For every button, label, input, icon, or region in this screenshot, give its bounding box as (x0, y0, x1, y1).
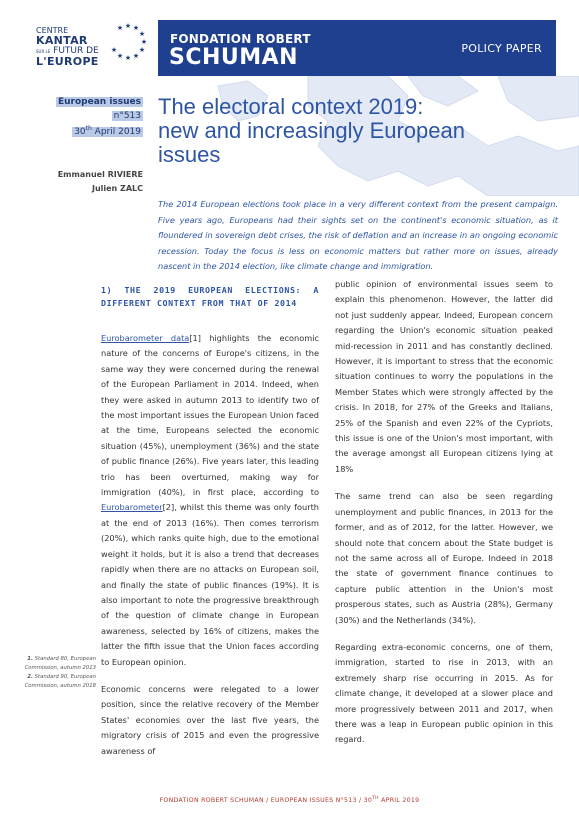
text-column-left (101, 284, 319, 771)
kantar-logo-line: FUTUR DE (53, 46, 99, 56)
section-heading: 1) THE 2019 EUROPEAN ELECTIONS: A DIFFERENT CONTEXT FROM THAT OF 2014 (101, 285, 319, 308)
paragraph-text: [1] highlights the economic nature of the concerns of Europe's citizens, in the same way they were concerned during the renewal of the European Parliament in 2014. Indeed, when they were asked in autumn 2013 to identify two of the most important issues the European Union faced at the time, Europeans selected the economic situation (45%), unemployment (36%) and the state of public finance (26%). Five years later, this leading trio has been overturned, making way for immigration (40%), in first place, according to (101, 333, 319, 498)
author-name: Julien ZALC (91, 184, 143, 193)
svg-text:★: ★ (110, 46, 118, 54)
issue-series: European issues (57, 97, 141, 107)
svg-text:★: ★ (140, 38, 148, 46)
footnote (18, 673, 96, 691)
svg-text:★: ★ (124, 22, 132, 30)
svg-text:★: ★ (124, 54, 132, 62)
footnote-number: 1. (27, 656, 33, 662)
issue-number: n°513 (113, 111, 141, 121)
intro-paragraph: The 2014 European elections took place in a very different context from the present campaign. Five years ago, Europeans had their sights set on the continent's economic situation, as it floundered in sovereign debt crises, the risk of deflation and an increase in an ongoing economic recession. Today the focus is less on economic matters but rather more on issues, already nascent in the 2014 election, like climate change and immigration. (158, 199, 558, 271)
footer-date-suffix: TH (372, 796, 379, 801)
footnote-number: 2. (27, 674, 33, 680)
title-line: The electoral context 2019: (158, 94, 424, 119)
svg-text:★: ★ (116, 52, 124, 60)
svg-text:★: ★ (116, 24, 124, 32)
issue-date-rest: April 2019 (91, 127, 141, 137)
title-line: new and increasingly European (158, 118, 465, 143)
paragraph (101, 331, 319, 670)
footnote-text: Standard 90, European Commission, autumn 2018 (24, 674, 96, 689)
kantar-logo-line: CENTRE (36, 26, 69, 35)
page-footer (0, 796, 579, 804)
paragraph: Regarding extra-economic concerns, one of them, immigration, started to rise in 2013, with an extremely sharp rise occurring in 2015. As for climate change, it developed at a slower place and more progressively between 2011 and 2017, when there was a leap in European public opinion in this regard. (335, 641, 553, 745)
eu-stars-icon (106, 20, 150, 64)
paragraph: The same trend can also be seen regarding unemployment and public finances, in 2013 for the former, and as of 2012, for the latter. However, we should note that concern about the State budget is not the same across all of Europe. Indeed in 2018 the state of government finance continues to capture public attention in the Union's most prosperous states, such as Austria (28%), Germany (30%) and the Netherlands (34%). (335, 491, 553, 625)
eurobarometer-link[interactable]: Eurobarometer (101, 502, 163, 513)
paragraph: Economic concerns were relegated to a lower position, since the relative recovery of the Member States' economies over the last five years, the migratory crisis of 2015 and even the progressive awareness of (101, 683, 319, 756)
issue-date-suffix: th (85, 125, 92, 132)
issue-date (40, 125, 143, 137)
paragraph-text: [2], whilst this theme was only fourth at the end of 2013 (16%). Then comes terrorism (20%), which ranks quite high, due to the emotional weight it holds, but it is also a trend that decreases rapidly when there are no attacks on European soil, and finally the state of public finances (19%). It is also important to note the progressive breakthrough of the question of climate change in European awareness, selected by 16% of citizens, makes the latter the fifth issue that the Union faces according to European opinion. (101, 502, 319, 667)
page-title (158, 95, 568, 167)
svg-text:★: ★ (132, 52, 140, 60)
brand-name-line1: FONDATION ROBERT (170, 32, 311, 46)
issue-date-day: 30 (74, 127, 86, 137)
document-type: POLICY PAPER (461, 42, 542, 55)
kantar-logo-line: SUR LE (36, 49, 51, 54)
footnote (18, 655, 96, 673)
svg-text:★: ★ (138, 46, 146, 54)
svg-text:★: ★ (132, 24, 140, 32)
svg-text:★: ★ (138, 30, 146, 38)
title-line: issues (158, 142, 221, 167)
eurobarometer-data-link[interactable]: Eurobarometer data (101, 333, 190, 343)
footer-text: FONDATION ROBERT SCHUMAN / EUROPEAN ISSUES N°513 / 30 (159, 797, 373, 805)
brand-name-line2: SCHUMAN (169, 45, 299, 70)
footnote-text: Standard 80, European Commission, autumn 2013 (24, 656, 96, 671)
text-column-right (335, 277, 553, 760)
paragraph: public opinion of environmental issues seem to explain this phenomenon. However, the latter did not just suddenly appear. Indeed, European concern regarding the Union's economic situation peaked mid-recession in 2011 and has constantly declined. However, it is important to stress that the economic situation continues to worry the populations in the Member States which were strongly affected by the crisis. In 2018, for 27% of the Greeks and Italians, 25% of the Spanish and even 22% of the Cypriots, this issue is one of the Union's most important, with the average amongst all European citizens lying at 18% (335, 279, 553, 474)
footer-text-end: APRIL 2019 (378, 797, 420, 805)
kantar-logo-line: KANTAR (36, 34, 88, 47)
kantar-logo-line: L'EUROPE (36, 55, 99, 68)
header-banner (158, 20, 556, 76)
author-name: Emmanuel RIVIERE (57, 170, 143, 179)
